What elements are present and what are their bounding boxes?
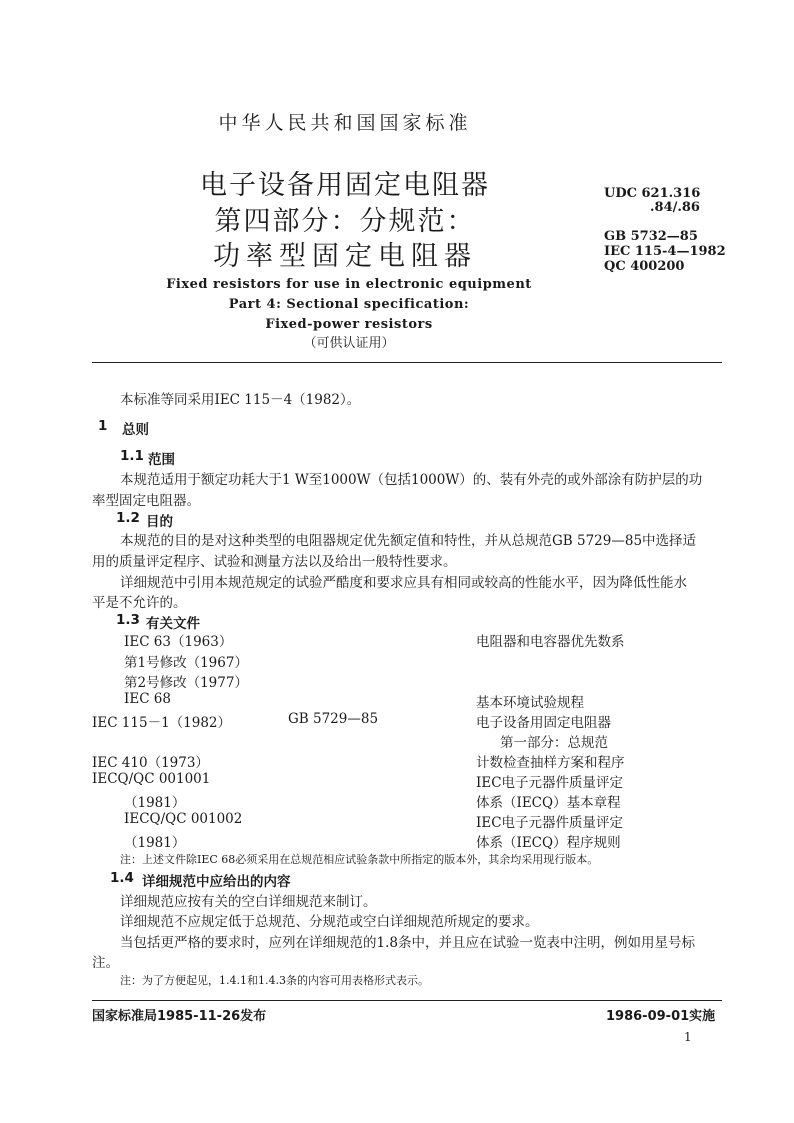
section-1-4-number: 1.4 (110, 870, 134, 886)
purpose-paragraph-2-line-1: 详细规范中引用本规范规定的试验严酷度和要求应具有相同或较高的性能水平，因为降低性能水 (120, 575, 687, 591)
ref-iecq-001001-title-1: IEC电子元器件质量评定 (476, 775, 624, 791)
section-1-1-title: 范围 (148, 452, 175, 468)
gb-code: GB 5732—85 (604, 229, 698, 244)
udc-code-continued: .84/.86 (650, 200, 700, 215)
effective-date: 1986-09-01实施 (606, 1009, 716, 1024)
purpose-paragraph-1-line-1: 本规范的目的是对这种类型的电阻器规定优先额定值和特性，并从总规范GB 5729—85中选择适 (120, 533, 697, 549)
title-line-2: 第四部分：分规范： (214, 206, 476, 237)
detail-spec-paragraph-2: 详细规范不应规定低于总规范、分规范或空白详细规范所规定的要求。 (120, 914, 539, 930)
ref-amendment-1: 第1号修改（1967） (124, 655, 248, 671)
section-1-3-title: 有关文件 (146, 616, 200, 632)
qc-code: QC 400200 (604, 259, 685, 274)
title-line-1: 电子设备用固定电阻器 (200, 170, 490, 201)
english-title-3: Fixed-power resistors (265, 317, 433, 332)
english-title-1: Fixed resistors for use in electronic equipment (166, 277, 532, 292)
approval-note: （可供认证用） (303, 336, 395, 351)
section-1-2-number: 1.2 (116, 510, 140, 526)
udc-code: UDC 621.316 (604, 186, 701, 201)
detail-spec-paragraph-1: 详细规范应按有关的空白详细规范来制订。 (120, 894, 377, 910)
bottom-divider (92, 1000, 722, 1001)
ref-iec-115-1-subtitle: 第一部分：总规范 (500, 735, 608, 751)
english-title-2: Part 4: Sectional specification: (228, 297, 470, 312)
ref-iec-68-title: 基本环境试验规程 (476, 695, 584, 711)
section-1-3-number: 1.3 (116, 612, 140, 628)
ref-iecq-001002-title-2: 体系（IECQ）程序规则 (476, 835, 621, 851)
ref-iec-410: IEC 410（1973） (92, 755, 209, 771)
title-line-3: 功率型固定电阻器 (213, 241, 477, 272)
intro-text: 本标准等同采用IEC 115－4（1982）。 (120, 392, 361, 408)
ref-iec-115-1-title: 电子设备用固定电阻器 (476, 715, 611, 731)
ref-iecq-001001: IECQ/QC 001001 (92, 771, 211, 787)
section-1-1-number: 1.1 (120, 448, 144, 464)
ref-iec-63: IEC 63（1963） (124, 634, 233, 650)
ref-iecq-001001-year: （1981） (124, 795, 186, 811)
national-standard-label: 中华人民共和国国家标准 (218, 112, 472, 134)
detail-spec-paragraph-3-line-1: 当包括更严格的要求时，应列在详细规范的1.8条中，并且应在试验一览表中注明，例如用星号标 (120, 935, 695, 951)
page-number: 1 (684, 1030, 692, 1044)
ref-iecq-001002-year: （1981） (124, 835, 186, 851)
issue-date: 国家标准局1985-11-26发布 (92, 1009, 267, 1024)
ref-iec-63-title: 电阻器和电容器优先数系 (476, 634, 625, 650)
ref-iec-410-title: 计数检查抽样方案和程序 (476, 755, 625, 771)
detail-spec-paragraph-3-line-2: 注。 (92, 955, 119, 971)
ref-iecq-001002-title-1: IEC电子元器件质量评定 (476, 815, 624, 831)
section-1-2-title: 目的 (146, 514, 173, 530)
ref-iec-115-1: IEC 115－1（1982） (92, 715, 232, 731)
detail-spec-note: 注：为了方便起见，1.4.1和1.4.3条的内容可用表格形式表示。 (120, 974, 429, 987)
iec-code: IEC 115-4—1982 (604, 244, 726, 259)
ref-iecq-001002: IECQ/QC 001002 (124, 811, 243, 827)
ref-gb-5729: GB 5729—85 (288, 711, 379, 727)
purpose-paragraph-1-line-2: 用的质量评定程序、试验和测量方法以及给出一般特性要求。 (92, 554, 457, 570)
scope-paragraph-line-1: 本规范适用于额定功耗大于1 W至1000W（包括1000W）的、装有外壳的或外部涂有防护层的功 (120, 472, 703, 488)
section-1-number: 1 (98, 418, 108, 434)
references-note: 注：上述文件除IEC 68必须采用在总规范相应试验条款中所指定的版本外，其余均采用现行版本。 (120, 853, 599, 866)
ref-iecq-001001-title-2: 体系（IECQ）基本章程 (476, 795, 621, 811)
purpose-paragraph-2-line-2: 平是不允许的。 (92, 595, 187, 611)
scope-paragraph-line-2: 率型固定电阻器。 (92, 493, 200, 509)
section-1-4-title: 详细规范中应给出的内容 (142, 874, 291, 890)
top-divider (92, 362, 722, 363)
ref-iec-68: IEC 68 (124, 691, 171, 707)
section-1-title: 总则 (122, 422, 149, 438)
ref-amendment-2: 第2号修改（1977） (124, 675, 248, 691)
